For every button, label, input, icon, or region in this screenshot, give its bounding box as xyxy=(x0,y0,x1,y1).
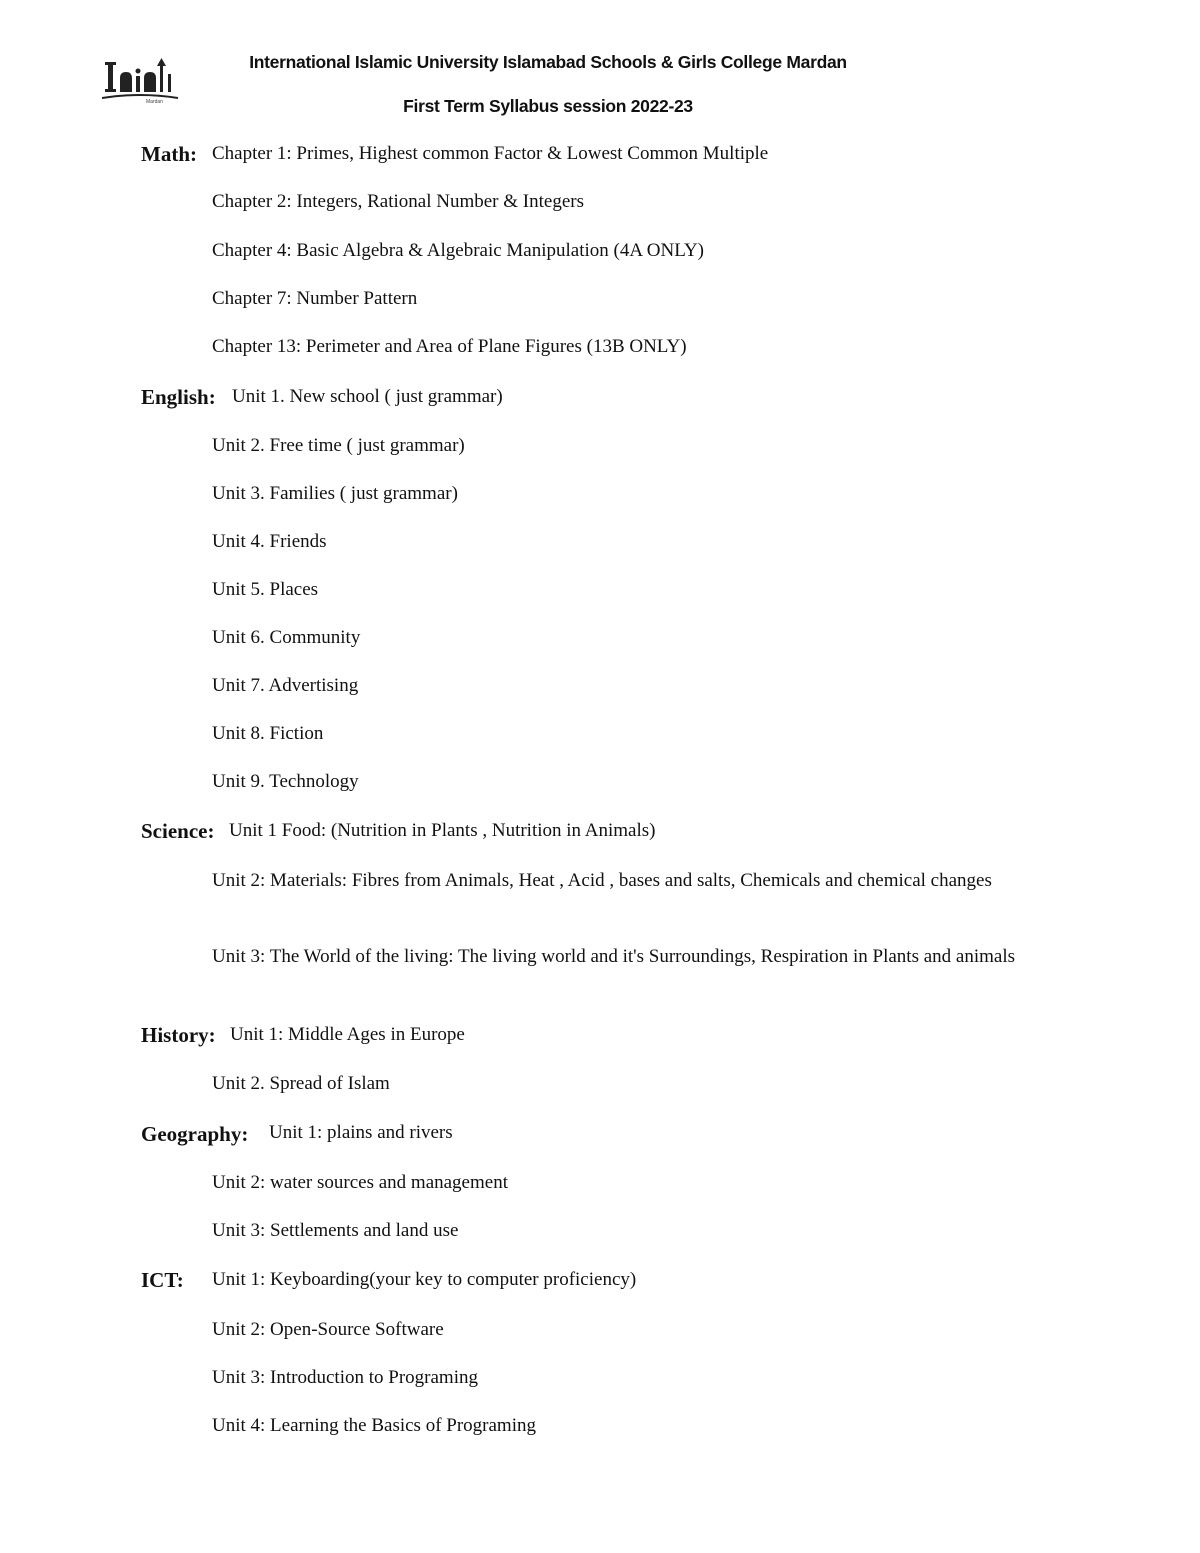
subject-science: Science: xyxy=(141,819,215,843)
geography-item-2: Unit 2: water sources and management xyxy=(212,1172,508,1193)
geography-item-1: Unit 1: plains and rivers xyxy=(269,1122,453,1143)
english-item-2: Unit 2. Free time ( just grammar) xyxy=(212,435,465,456)
subject-math: Math: xyxy=(141,142,197,166)
document-title: First Term Syllabus session 2022-23 xyxy=(403,96,693,116)
english-item-9: Unit 9. Technology xyxy=(212,771,359,792)
math-item-1: Chapter 1: Primes, Highest common Factor & Lowest Common Multiple xyxy=(212,143,769,164)
english-item-1: Unit 1. New school ( just grammar) xyxy=(232,386,503,407)
ict-item-3: Unit 3: Introduction to Programing xyxy=(212,1367,478,1388)
science-item-1: Unit 1 Food: (Nutrition in Plants , Nutrition in Animals) xyxy=(229,820,656,841)
history-item-1: Unit 1: Middle Ages in Europe xyxy=(230,1024,465,1045)
math-item-2: Chapter 2: Integers, Rational Number & Integers xyxy=(212,191,584,212)
math-item-4: Chapter 7: Number Pattern xyxy=(212,288,418,309)
math-item-5: Chapter 13: Perimeter and Area of Plane Figures (13B ONLY) xyxy=(212,336,687,357)
science-item-3: Unit 3: The World of the living: The living world and it's Surroundings, Respiration in Plants and animals xyxy=(212,946,1016,967)
ict-item-4: Unit 4: Learning the Basics of Programing xyxy=(212,1415,536,1436)
english-item-7: Unit 7. Advertising xyxy=(212,675,359,696)
math-item-3: Chapter 4: Basic Algebra & Algebraic Manipulation (4A ONLY) xyxy=(212,240,704,261)
science-item-2: Unit 2: Materials: Fibres from Animals, Heat , Acid , bases and salts, Chemicals and chemical changes xyxy=(212,870,992,891)
english-item-3: Unit 3. Families ( just grammar) xyxy=(212,483,458,504)
english-item-6: Unit 6. Community xyxy=(212,627,361,648)
logo-caption: Mardan xyxy=(146,99,163,104)
subject-english: English: xyxy=(141,385,216,409)
english-item-8: Unit 8. Fiction xyxy=(212,723,324,744)
institution-name: International Islamic University Islamabad Schools & Girls College Mardan xyxy=(249,52,847,72)
history-item-2: Unit 2. Spread of Islam xyxy=(212,1073,390,1094)
geography-item-3: Unit 3: Settlements and land use xyxy=(212,1220,459,1241)
subject-geography: Geography: xyxy=(141,1122,249,1146)
subject-history: History: xyxy=(141,1023,216,1047)
ict-item-2: Unit 2: Open-Source Software xyxy=(212,1319,444,1340)
subject-ict: ICT: xyxy=(141,1268,184,1292)
english-item-5: Unit 5. Places xyxy=(212,579,319,600)
english-item-4: Unit 4. Friends xyxy=(212,531,327,552)
ict-item-1: Unit 1: Keyboarding(your key to computer proficiency) xyxy=(212,1269,637,1290)
